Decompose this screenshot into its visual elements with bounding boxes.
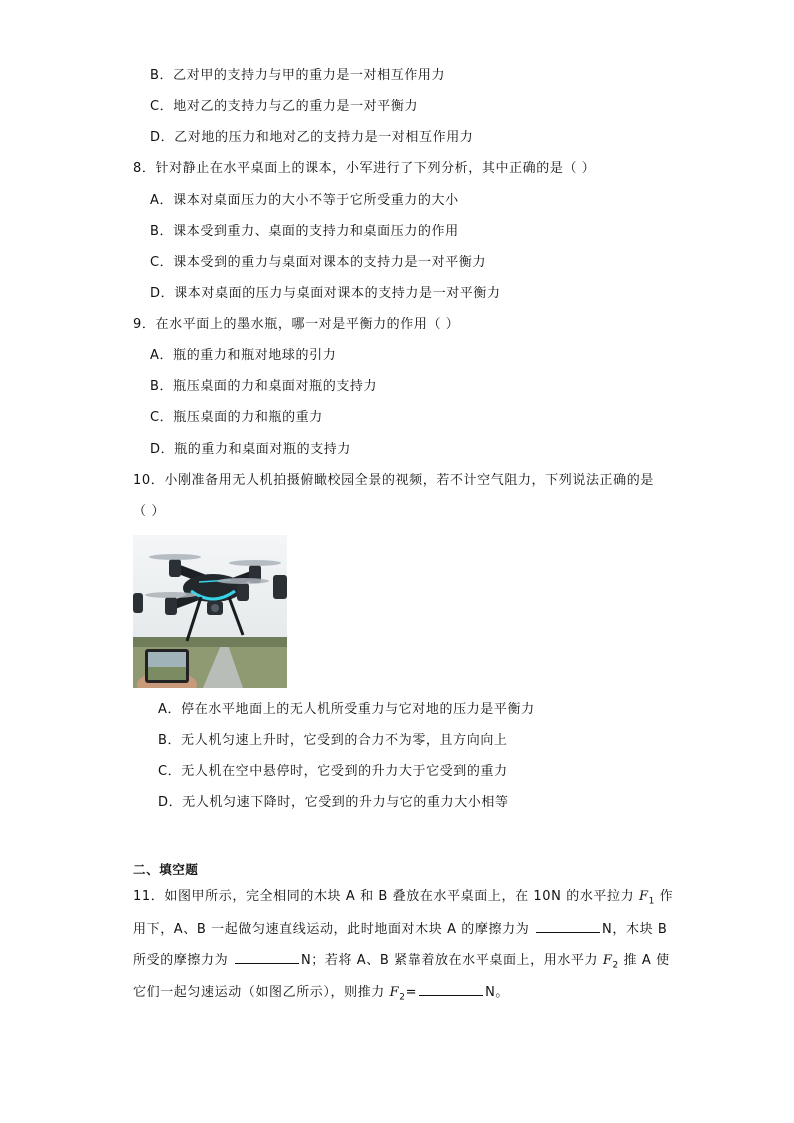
q8-option-d: D．课本对桌面的压力与桌面对课本的支持力是一对平衡力 <box>150 286 501 301</box>
q11-line-3 <box>133 950 670 975</box>
q10-stem: 10．小刚准备用无人机拍摄俯瞰校园全景的视频，若不计空气阻力，下列说法正确的是 <box>133 473 654 488</box>
q10-option-a: A．停在水平地面上的无人机所受重力与它对地的压力是平衡力 <box>158 702 535 717</box>
answer-blank-1[interactable] <box>536 919 600 933</box>
q9-stem: 9．在水平面上的墨水瓶，哪一对是平衡力的作用（ ） <box>133 317 460 332</box>
q10-stem-bracket: （ ） <box>133 504 165 519</box>
q11-text: 作 <box>654 889 674 904</box>
q11-line-1 <box>133 888 673 911</box>
q11-text: = <box>405 985 418 1000</box>
force-subscript: 2 <box>399 992 406 1003</box>
q9-option-c: C．瓶压桌面的力和瓶的重力 <box>150 410 323 425</box>
q10-option-c: C．无人机在空中悬停时，它受到的升力大于它受到的重力 <box>158 764 508 779</box>
force-symbol: F <box>638 889 649 904</box>
q11-text: 11．如图甲所示，完全相同的木块 A 和 B 叠放在水平桌面上，在 10N 的水平拉力 <box>133 889 639 904</box>
q11-text: N，木块 B <box>602 922 668 937</box>
q11-text: 它们一起匀速运动（如图乙所示），则推力 <box>133 985 390 1000</box>
q7-option-d: D．乙对地的压力和地对乙的支持力是一对相互作用力 <box>150 130 474 145</box>
q11-text: 推 A 使 <box>618 953 670 968</box>
q7-option-b: B．乙对甲的支持力与甲的重力是一对相互作用力 <box>150 68 446 83</box>
q11-text: N。 <box>485 985 510 1000</box>
q8-option-a: A．课本对桌面压力的大小不等于它所受重力的大小 <box>150 193 459 208</box>
force-subscript: 1 <box>648 896 655 907</box>
q11-text: 用下，A、B 一起做匀速直线运动，此时地面对木块 A 的摩擦力为 <box>133 922 535 937</box>
q11-text: N；若将 A、B 紧靠着放在水平桌面上，用水平力 <box>300 953 603 968</box>
drone-photo <box>133 535 287 688</box>
q11-text: 所受的摩擦力为 <box>133 953 233 968</box>
answer-blank-2[interactable] <box>235 950 299 964</box>
q7-option-c: C．地对乙的支持力与乙的重力是一对平衡力 <box>150 99 419 114</box>
q9-option-b: B．瓶压桌面的力和桌面对瓶的支持力 <box>150 379 378 394</box>
q8-stem: 8．针对静止在水平桌面上的课本，小军进行了下列分析，其中正确的是（ ） <box>133 161 596 176</box>
q9-option-d: D．瓶的重力和桌面对瓶的支持力 <box>150 442 352 457</box>
q10-option-b: B．无人机匀速上升时，它受到的合力不为零，且方向向上 <box>158 733 508 748</box>
q10-option-d: D．无人机匀速下降时，它受到的升力与它的重力大小相等 <box>158 795 509 810</box>
answer-blank-3[interactable] <box>419 982 483 996</box>
q8-option-c: C．课本受到的重力与桌面对课本的支持力是一对平衡力 <box>150 255 487 270</box>
q8-option-b: B．课本受到重力、桌面的支持力和桌面压力的作用 <box>150 224 459 239</box>
force-symbol: F <box>389 985 400 1000</box>
q9-option-a: A．瓶的重力和瓶对地球的引力 <box>150 348 337 363</box>
q11-line-2 <box>133 919 667 939</box>
force-symbol: F <box>602 953 613 968</box>
force-subscript: 2 <box>612 960 619 971</box>
q11-line-4 <box>133 982 509 1007</box>
section-heading: 二、填空题 <box>133 862 199 877</box>
